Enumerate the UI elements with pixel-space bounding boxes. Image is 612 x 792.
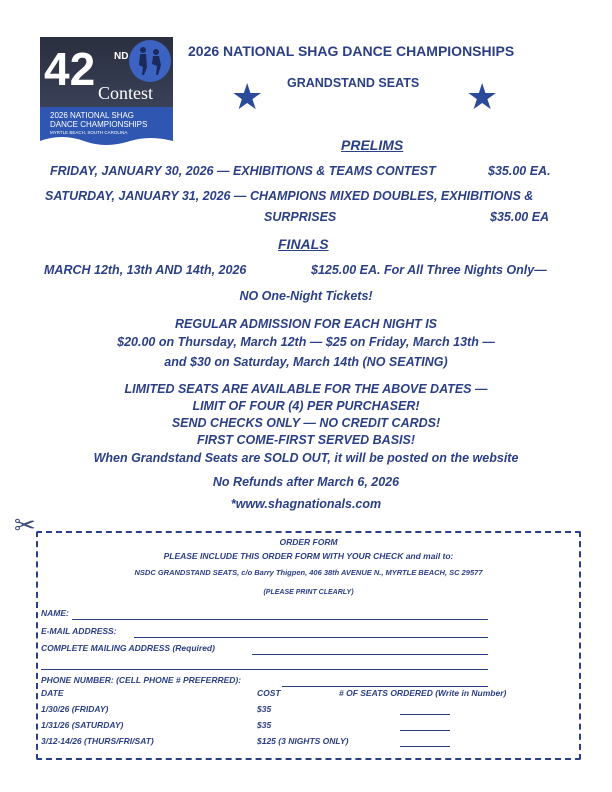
form-title: ORDER FORM: [279, 537, 338, 547]
form-instruction: PLEASE INCLUDE THIS ORDER FORM WITH YOUR CHECK and mail to:: [163, 551, 454, 561]
finals-price: $125.00 EA. For All Three Nights Only—: [311, 263, 547, 277]
col-cost-header: COST: [257, 688, 281, 698]
order-form: [36, 531, 581, 760]
notice-first-come: FIRST COME-FIRST SERVED BASIS!: [196, 433, 416, 447]
prelims-friday-price: $35.00 EA.: [488, 164, 551, 178]
seats-input[interactable]: [400, 730, 450, 731]
refund-notice: No Refunds after March 6, 2026: [212, 475, 400, 489]
website-link[interactable]: *www.shagnationals.com: [230, 497, 382, 511]
prelims-heading: PRELIMS: [341, 137, 404, 153]
row-cost: $125 (3 NIGHTS ONLY): [257, 736, 349, 746]
logo-number: 42: [44, 43, 96, 95]
star-icon: ★: [231, 76, 264, 117]
prelims-saturday: SATURDAY, JANUARY 31, 2026 — CHAMPIONS MIXED DOUBLES, EXHIBITIONS &: [45, 189, 534, 203]
col-date-header: DATE: [41, 688, 64, 698]
phone-field[interactable]: [282, 686, 488, 687]
row-date: 3/12-14/26 (THURS/FRI/SAT): [41, 736, 154, 746]
logo-word: Contest: [98, 83, 154, 103]
seats-input[interactable]: [400, 714, 450, 715]
logo-line1: 2026 NATIONAL SHAG: [50, 111, 135, 120]
prelims-saturday-price: $35.00 EA: [490, 210, 550, 224]
row-cost: $35: [257, 704, 272, 714]
finals-regular-heading: REGULAR ADMISSION FOR EACH NIGHT IS: [174, 317, 438, 331]
prelims-friday: FRIDAY, JANUARY 30, 2026 — EXHIBITIONS & TEAMS CONTEST: [50, 164, 436, 178]
page-title: 2026 NATIONAL SHAG DANCE CHAMPIONSHIPS: [188, 43, 515, 59]
mailing-address-field[interactable]: [252, 654, 488, 655]
row-date: 1/31/26 (SATURDAY): [41, 720, 124, 730]
finals-dates: MARCH 12th, 13th AND 14th, 2026: [44, 263, 247, 277]
row-cost: $35: [257, 720, 272, 730]
seats-input[interactable]: [400, 746, 450, 747]
star-icon: ★: [466, 76, 499, 117]
logo-superscript: ND: [114, 51, 129, 62]
finals-no-one-night: NO One-Night Tickets!: [239, 289, 373, 303]
col-seats-header: # OF SEATS ORDERED (Write in Number): [339, 688, 507, 698]
finals-regular-line2: and $30 on Saturday, March 14th (NO SEATING): [164, 355, 448, 369]
logo-line3: MYRTLE BEACH, SOUTH CAROLINA: [50, 130, 128, 135]
finals-heading: FINALS: [278, 236, 329, 252]
mailing-address-field-line2[interactable]: [41, 669, 488, 670]
phone-label: PHONE NUMBER: (CELL PHONE # PREFERRED):: [41, 675, 242, 685]
notice-limited-seats: LIMITED SEATS ARE AVAILABLE FOR THE ABOVE DATES —: [124, 382, 488, 396]
mailing-address-label: COMPLETE MAILING ADDRESS (Required): [41, 643, 215, 653]
row-date: 1/30/26 (FRIDAY): [41, 704, 109, 714]
notice-checks-only: SEND CHECKS ONLY — NO CREDIT CARDS!: [171, 416, 441, 430]
form-print-note: (PLEASE PRINT CLEARLY): [263, 589, 354, 596]
email-field[interactable]: [134, 637, 488, 638]
name-label: NAME:: [41, 608, 69, 618]
notice-limit-four: LIMIT OF FOUR (4) PER PURCHASER!: [192, 399, 420, 413]
notice-sold-out: When Grandstand Seats are SOLD OUT, it will be posted on the website: [93, 451, 519, 465]
page-subtitle: GRANDSTAND SEATS: [287, 76, 420, 90]
name-field[interactable]: [72, 619, 488, 620]
logo-line2: DANCE CHAMPIONSHIPS: [50, 120, 148, 129]
finals-regular-line1: $20.00 on Thursday, March 12th — $25 on Friday, March 13th —: [117, 335, 495, 349]
contest-logo: [40, 37, 173, 147]
form-address: NSDC GRANDSTAND SEATS, c/o Barry Thigpen, 406 38th AVENUE N., MYRTLE BEACH, SC 29577: [134, 568, 483, 577]
scissors-icon: ✂: [14, 510, 36, 540]
email-label: E-MAIL ADDRESS:: [41, 626, 117, 636]
prelims-saturday-cont: SURPRISES: [264, 210, 337, 224]
